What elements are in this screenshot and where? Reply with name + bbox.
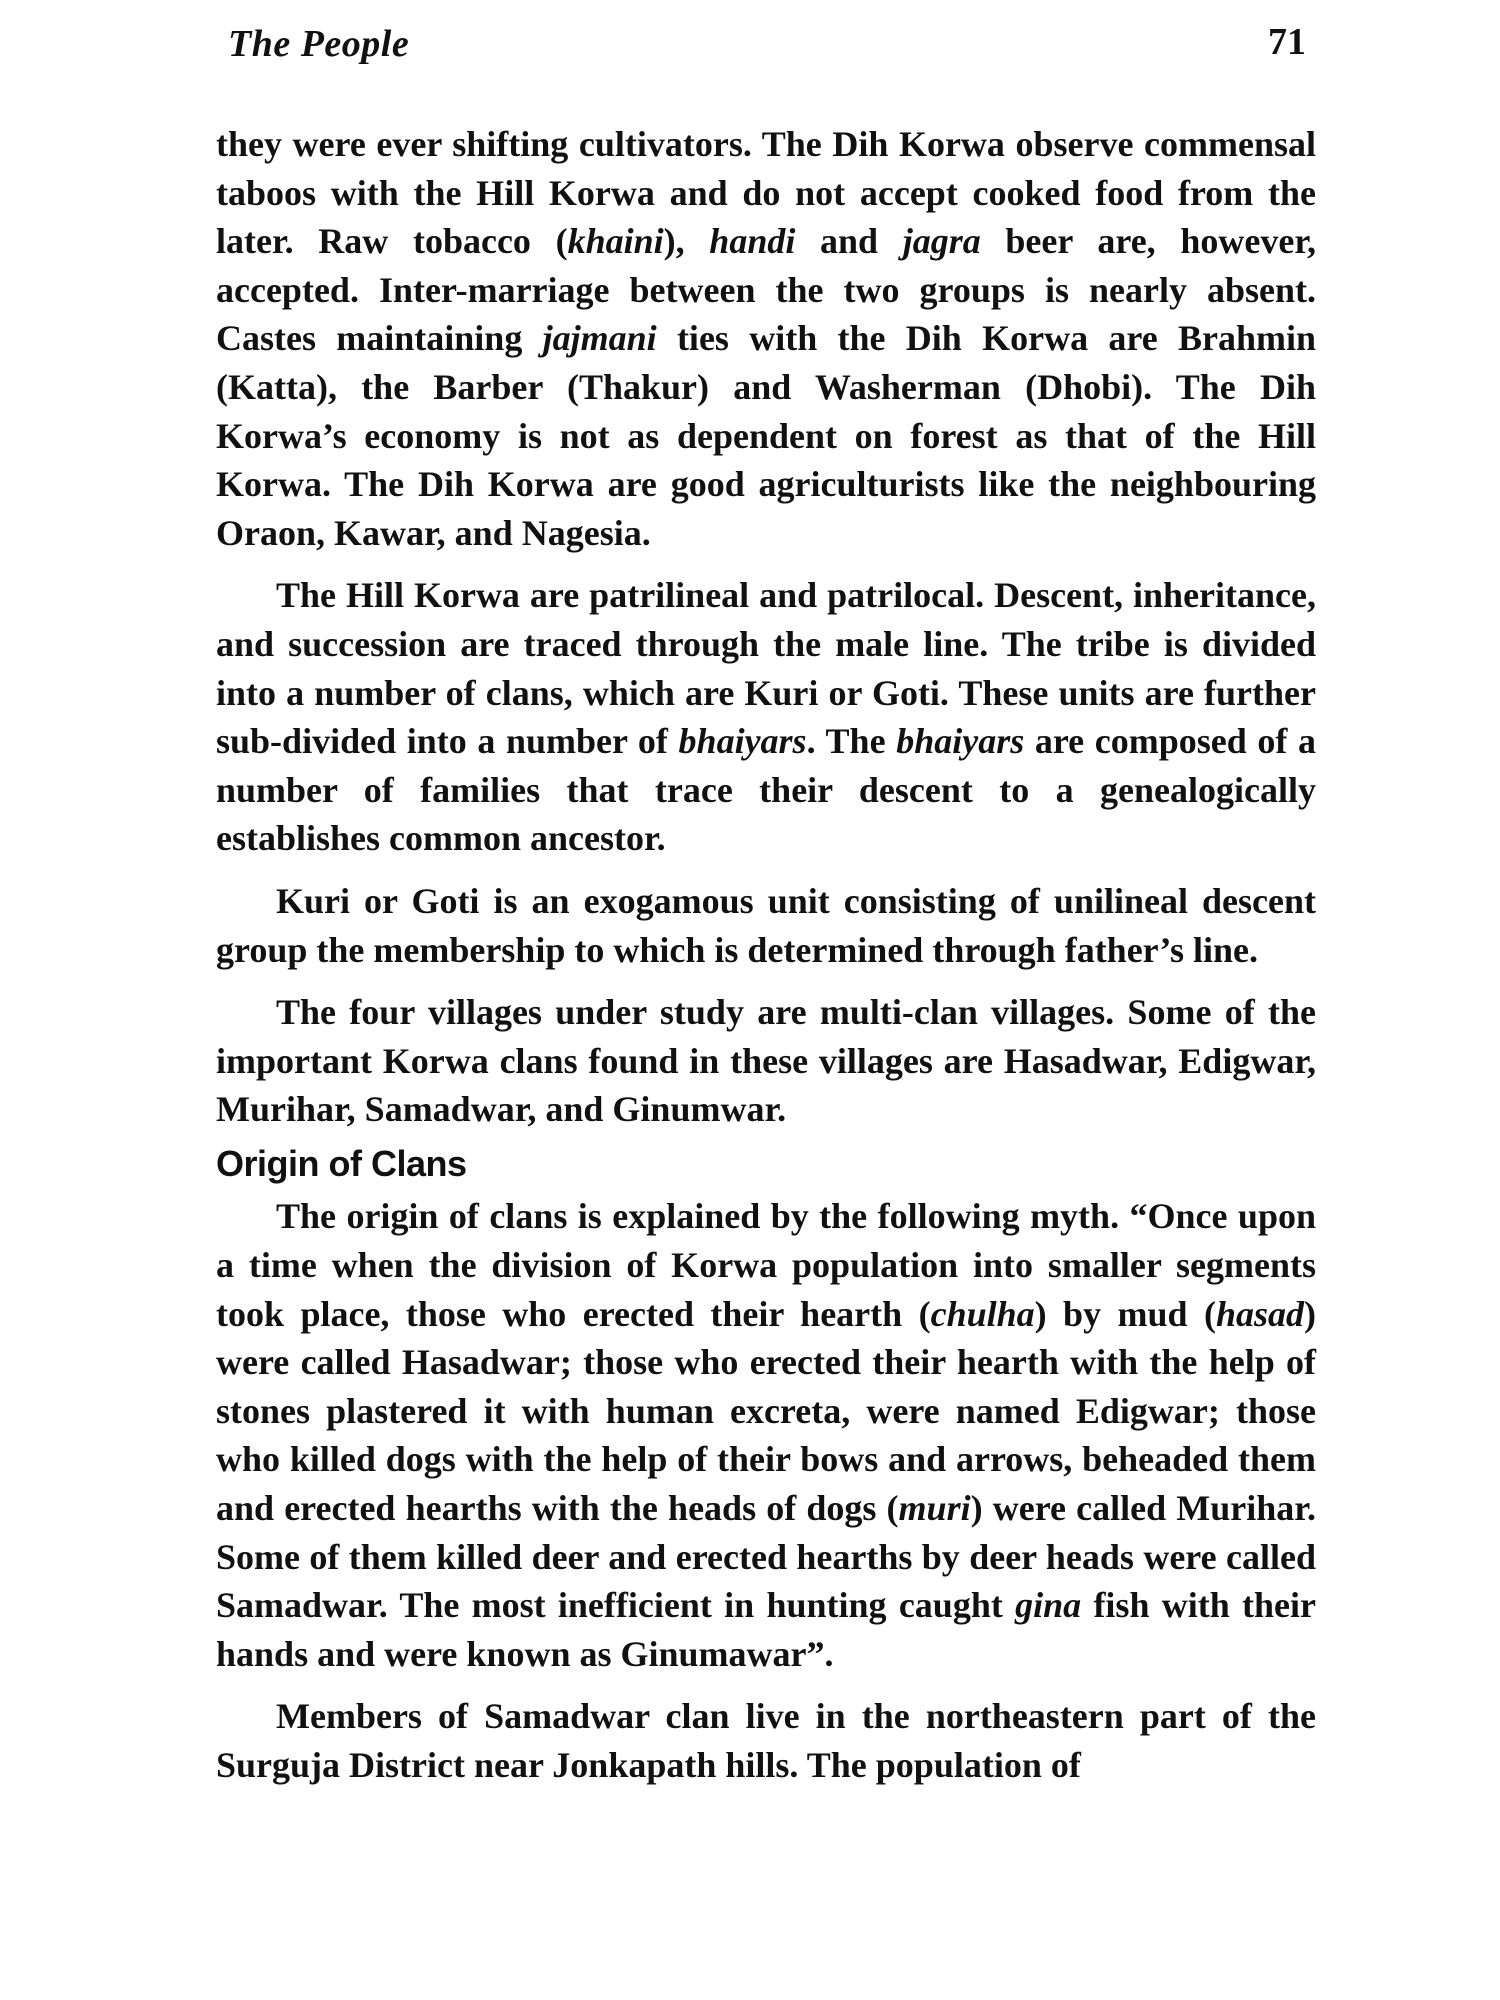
text-run: Members of Samadwar clan live in the northeastern part of the Surguja District near Jonkapath hills. The population of — [216, 1696, 1316, 1785]
italic-term: chulha — [930, 1293, 1035, 1334]
text-run: ) by mud ( — [1034, 1293, 1216, 1334]
text-run: they were ever shifting cultivators. The Dih Korwa observe commensal taboos with the Hill Korwa and do not accept cooked food from the later. Raw tobacco ( — [216, 124, 1316, 262]
text-run: ) were called Hasadwar; those who erected their hearth with the help of stones plastered it with human excreta, were named Edigwar; those who killed dogs with the help of their bows and arrows, beheaded them and erected hearths with the heads of dogs ( — [216, 1293, 1316, 1529]
paragraph — [216, 120, 1316, 557]
paragraph — [216, 877, 1316, 974]
italic-term: bhaiyars — [678, 721, 807, 762]
paragraph — [216, 1192, 1316, 1678]
italic-term: hasad — [1215, 1293, 1304, 1334]
running-head: The People — [228, 23, 410, 65]
italic-term: handi — [709, 221, 796, 262]
italic-term: muri — [898, 1488, 971, 1529]
text-run: ), — [663, 221, 710, 262]
text-run: The Hill Korwa are patrilineal and patrilocal. Descent, inheritance, and succession are traced through the male line. The tribe is divided into a number of clans, which are Kuri or Goti. These units are further sub-divided into a number of — [216, 575, 1316, 762]
italic-term: khaini — [567, 221, 664, 262]
text-run: and — [795, 221, 903, 262]
text-run: fish with their hands and were known as Ginumawar”. — [216, 1585, 1317, 1674]
italic-term: gina — [1015, 1585, 1082, 1626]
page-number: 71 — [1268, 21, 1306, 63]
paragraph — [216, 571, 1316, 863]
italic-term: jagra — [902, 221, 981, 262]
text-run: ties with the Dih Korwa are Brahmin (Katta), the Barber (Thakur) and Washerman (Dhobi). The Dih Korwa’s economy is not as dependent on forest as that of the Hill Korwa. The Dih Korwa are good agriculturists like the neighbouring Oraon, Kawar, and Nagesia. — [216, 318, 1317, 553]
paragraph — [216, 1692, 1316, 1789]
text-run: are composed of a number of families that trace their descent to a genealogically establishes common ancestor. — [216, 721, 1316, 859]
text-run: Kuri or Goti is an exogamous unit consisting of unilineal descent group the membership to which is determined through father’s line. — [216, 880, 1316, 970]
text-run: beer are, however, accepted. Inter-marriage between the two groups is nearly absent. Castes maintaining — [216, 221, 1316, 359]
text-run: The origin of clans is explained by the following myth. “Once upon a time when the division of Korwa population into smaller segments took place, those who erected their hearth ( — [216, 1196, 1316, 1334]
italic-term: jajmani — [542, 318, 657, 359]
body-text — [216, 120, 1316, 1790]
text-run: The four villages under study are multi-clan villages. Some of the important Korwa clans found in these villages are Hasadwar, Edigwar, Murihar, Samadwar, and Ginumwar. — [216, 992, 1316, 1130]
paragraph — [216, 988, 1316, 1134]
text-run: . The — [806, 721, 897, 762]
section-heading: Origin of Clans — [216, 1142, 467, 1184]
italic-term: bhaiyars — [896, 721, 1025, 762]
text-run: ) were called Murihar. Some of them killed deer and erected hearths by deer heads were called Samadwar. The most inefficient in hunting caught — [216, 1488, 1316, 1626]
